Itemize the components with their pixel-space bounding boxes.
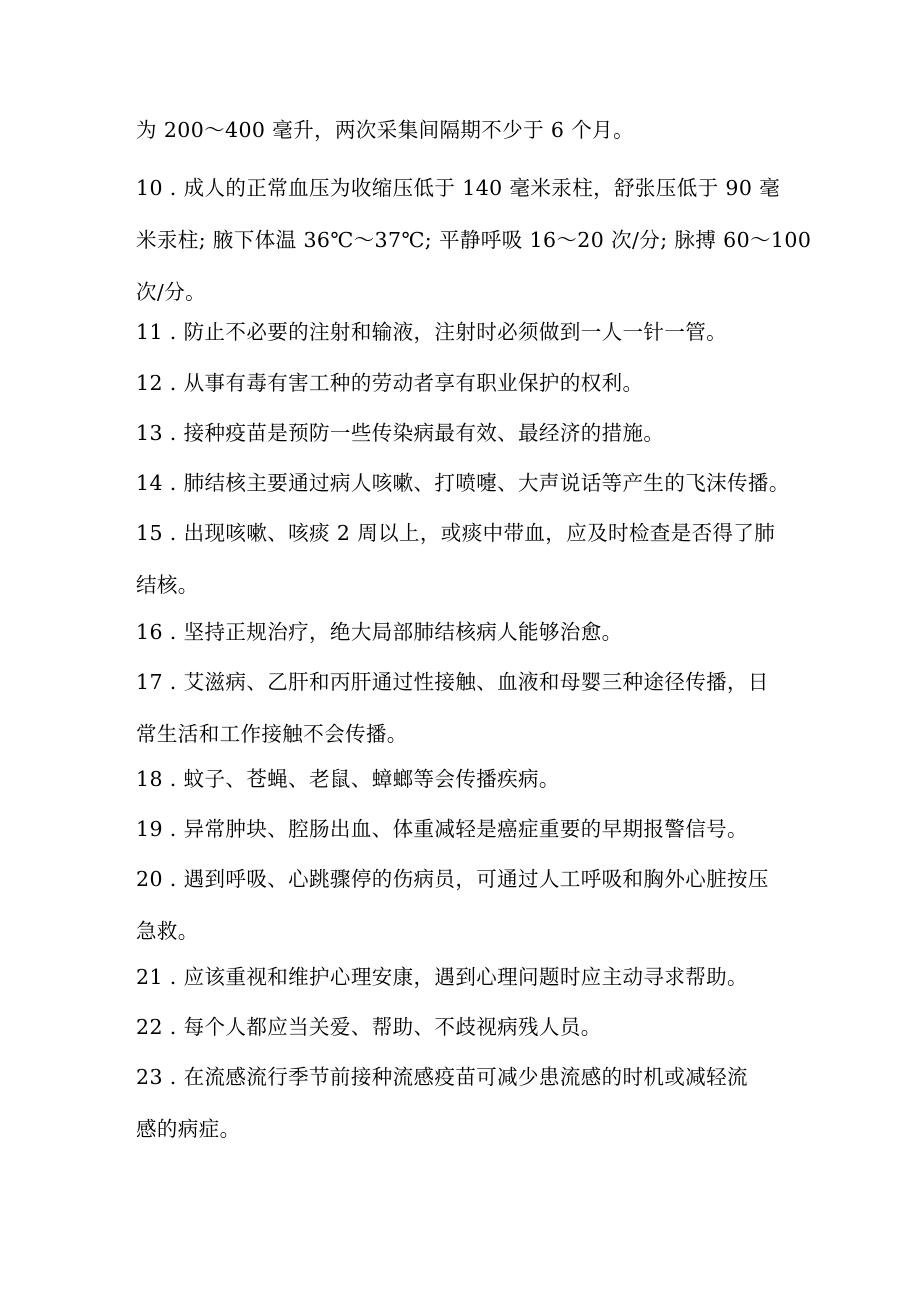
paragraph-9-continuation: [136, 104, 786, 156]
text-line: 结核。: [136, 573, 199, 597]
list-item-23: [136, 1051, 786, 1155]
text-line: 20 . 遇到呼吸、心跳骤停的伤病员，可通过人工呼吸和胸外心脏按压: [136, 867, 769, 891]
list-item-20: [136, 853, 786, 957]
text-line: 19 . 异常肿块、腔肠出血、体重减轻是癌症重要的早期报警信号。: [136, 817, 748, 841]
list-item-12: [136, 357, 786, 409]
list-item-16: [136, 606, 786, 658]
list-item-21: [136, 951, 786, 1003]
list-item-13: [136, 407, 786, 459]
text-line: 18 . 蚊子、苍蝇、老鼠、蟑螂等会传播疾病。: [136, 767, 560, 791]
text-line: 14 . 肺结核主要通过病人咳嗽、打喷嚏、大声说话等产生的飞沫传播。: [136, 471, 790, 495]
list-item-15: [136, 507, 786, 611]
text-line: 13 . 接种疫苗是预防一些传染病最有效、最经济的措施。: [136, 421, 665, 445]
list-item-10: [136, 162, 812, 318]
text-line: 为 200～400 毫升，两次采集间隔期不少于 6 个月。: [136, 118, 634, 142]
text-line: 17 . 艾滋病、乙肝和丙肝通过性接触、血液和母婴三种途径传播，日: [136, 670, 769, 694]
text-line: 急救。: [136, 919, 199, 943]
text-line: 米汞柱; 腋下体温 36℃～37℃; 平静呼吸 16～20 次/分; 脉搏 60～100: [136, 228, 812, 252]
text-line: 22 . 每个人都应当关爱、帮助、不歧视病残人员。: [136, 1015, 602, 1039]
list-item-18: [136, 753, 786, 805]
list-item-22: [136, 1001, 786, 1053]
list-item-19: [136, 803, 786, 855]
text-line: 16 . 坚持正规治疗，绝大局部肺结核病人能够治愈。: [136, 620, 623, 644]
text-line: 23 . 在流感流行季节前接种流感疫苗可减少患流感的时机或减轻流: [136, 1065, 748, 1089]
text-line: 15 . 出现咳嗽、咳痰 2 周以上，或痰中带血，应及时检查是否得了肺: [136, 521, 776, 545]
text-line: 10 . 成人的正常血压为收缩压低于 140 毫米汞柱，舒张压低于 90 毫: [136, 176, 781, 200]
list-item-11: [136, 306, 786, 358]
text-line: 21 . 应该重视和维护心理安康，遇到心理问题时应主动寻求帮助。: [136, 965, 748, 989]
list-item-14: [136, 457, 790, 509]
text-line: 12 . 从事有毒有害工种的劳动者享有职业保护的权利。: [136, 371, 644, 395]
text-line: 次/分。: [136, 280, 207, 304]
list-item-17: [136, 656, 786, 760]
text-line: 11 . 防止不必要的注射和输液，注射时必须做到一人一针一管。: [136, 320, 728, 344]
text-line: 常生活和工作接触不会传播。: [136, 722, 408, 746]
text-line: 感的病症。: [136, 1117, 241, 1141]
